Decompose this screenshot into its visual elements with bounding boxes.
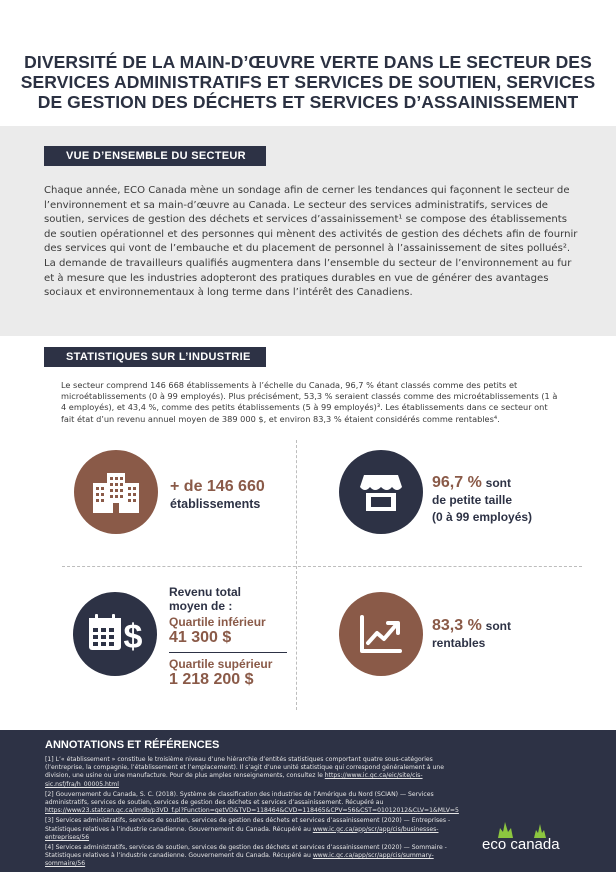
references-heading: ANNOTATIONS ET RÉFÉRENCES — [45, 739, 220, 751]
small-business-stat — [432, 474, 572, 526]
reference-1 — [45, 756, 463, 789]
small-business-line2: de petite taille — [432, 493, 513, 507]
quartile-high-label: Quartile supérieur — [169, 657, 273, 671]
small-business-suffix: sont — [485, 476, 511, 490]
overview-heading: VUE D’ENSEMBLE DU SECTEUR — [44, 146, 266, 166]
establishments-label: établissements — [170, 497, 261, 511]
stats-heading: STATISTIQUES SUR L’INDUSTRIE — [44, 347, 266, 367]
quartile-low-value: 41 300 $ — [169, 629, 232, 646]
stats-intro: Le secteur comprend 146 668 établissements à l’échelle du Canada, 96,7 % étant classés comme des petits et microétablissements (0 à 99 employés). Plus précisément, 53,3 % seraient classés comme des microétablissements (1 à 4 employés), et 43,4 %, comme des petits établissements (5 à 99 employés)³. Les établissements dans ce secteur ont fait état d’un revenu annuel moyen de 389 000 $, et environ 83,3 % étaient considérés comme rentables⁴. — [61, 380, 558, 424]
reference-1-text: [1] L’« établissement » constitue le troisième niveau d’une hiérarchie d’entités statistiques comportant quatre sous-catégories (l’entreprise, la compagnie, l’établissement et l’emplacement). Il s’agit d’une unité statistique qui correspond généralement à une division, une usine ou une manufacture. Pour de plus amples renseignements, consultez le — [45, 756, 444, 780]
profitable-value: 83,3 % — [432, 617, 482, 634]
profitable-line2: rentables — [432, 636, 486, 650]
reference-3 — [45, 817, 463, 842]
reference-2 — [45, 791, 463, 816]
reference-4 — [45, 844, 463, 869]
calendar-dollar-icon — [73, 592, 157, 676]
title-line: SERVICES ADMINISTRATIFS ET SERVICES DE SOUTIEN, SERVICES — [20, 72, 596, 92]
storefront-icon — [339, 450, 423, 534]
reference-3-text: [3] Services administratifs, services de soutien, services de gestion des déchets et services d’assainissement (2020) — Entreprises - Statistiques relatives à l’industrie canadienne. Gouvernement du Canada. Récupéré au — [45, 817, 451, 833]
profitable-stat — [432, 617, 572, 652]
references-list — [45, 756, 463, 871]
logo-text: eco canada — [482, 836, 560, 853]
horizontal-divider — [62, 566, 582, 567]
revenue-title-2: moyen de : — [169, 599, 233, 613]
reference-2-link[interactable]: https://www23.statcan.gc.ca/imdb/p3VD_f.pl?Function=getVD&TVD=118464&CVD=118465&CPV=56&CST=01012012&CLV=1&MLV=5 — [45, 807, 459, 815]
overview-text: Chaque année, ECO Canada mène un sondage afin de cerner les tendances qui façonnent le secteur de l’environnement et sa main-d’œuvre au Canada. Le secteur des services administratifs, services de soutien, services de gestion des déchets et services d’assainissement¹ se compose des établissements de soutien opérationnel et des personnes qui mènent des activités de gestion des déchets afin de fournir des services qui vont de l’embauche et du placement de personnel à l’assainissement de sites pollués². La demande de travailleurs qualifiés augmentera dans l’ensemble du secteur de l’environnement au fur et à mesure que les industries adopteront des pratiques durables en vue de générer des avantages sociaux et environnementaux à long terme dans l’intérêt des Canadiens. — [44, 185, 578, 299]
eco-canada-logo — [478, 818, 578, 858]
reference-4-text: [4] Services administratifs, services de soutien, services de gestion des déchets et services d’assainissement (2020) — Sommaire - Statistiques relatives à l’industrie canadienne. Gouvernement du Canada. Récupéré au — [45, 844, 447, 860]
reference-4-link[interactable]: www.ic.gc.ca/app/scr/app/cis/summary-sommaire/56 — [45, 852, 434, 868]
title-line: DIVERSITÉ DE LA MAIN-D’ŒUVRE VERTE DANS LE SECTEUR DES — [24, 52, 592, 72]
trend-up-icon — [339, 592, 423, 676]
small-business-line3: (0 à 99 employés) — [432, 510, 533, 524]
establishments-stat — [170, 477, 265, 512]
reference-1-link[interactable]: https://www.ic.gc.ca/eic/site/cis-sic.nsf/fra/h_00005.html — [45, 772, 423, 788]
quartile-high-value: 1 218 200 $ — [169, 671, 254, 688]
revenue-title-1: Revenu total — [169, 585, 242, 599]
title-line: DE GESTION DES DÉCHETS ET SERVICES D’ASSAINISSEMENT — [37, 92, 579, 112]
quartile-low-label: Quartile inférieur — [169, 615, 266, 629]
reference-3-link[interactable]: www.ic.gc.ca/app/scr/app/cis/businesses-entreprises/56 — [45, 825, 439, 841]
vertical-divider — [296, 440, 297, 710]
revenue-stat — [169, 585, 289, 688]
establishments-value: + de 146 660 — [170, 478, 265, 495]
page-title — [0, 52, 616, 112]
buildings-icon — [74, 450, 158, 534]
references-footer — [0, 730, 616, 872]
profitable-suffix: sont — [485, 619, 511, 633]
small-business-value: 96,7 % — [432, 474, 482, 491]
svg-text:$: $ — [123, 618, 143, 656]
revenue-separator — [169, 652, 287, 653]
reference-2-text: [2] Gouvernement du Canada, S. C. (2018). Système de classification des industries de l’Amérique du Nord (SCIAN) — Services administratifs, services de soutien, services de gestion des déchets et services d’assainissement. Récupéré au — [45, 790, 434, 807]
